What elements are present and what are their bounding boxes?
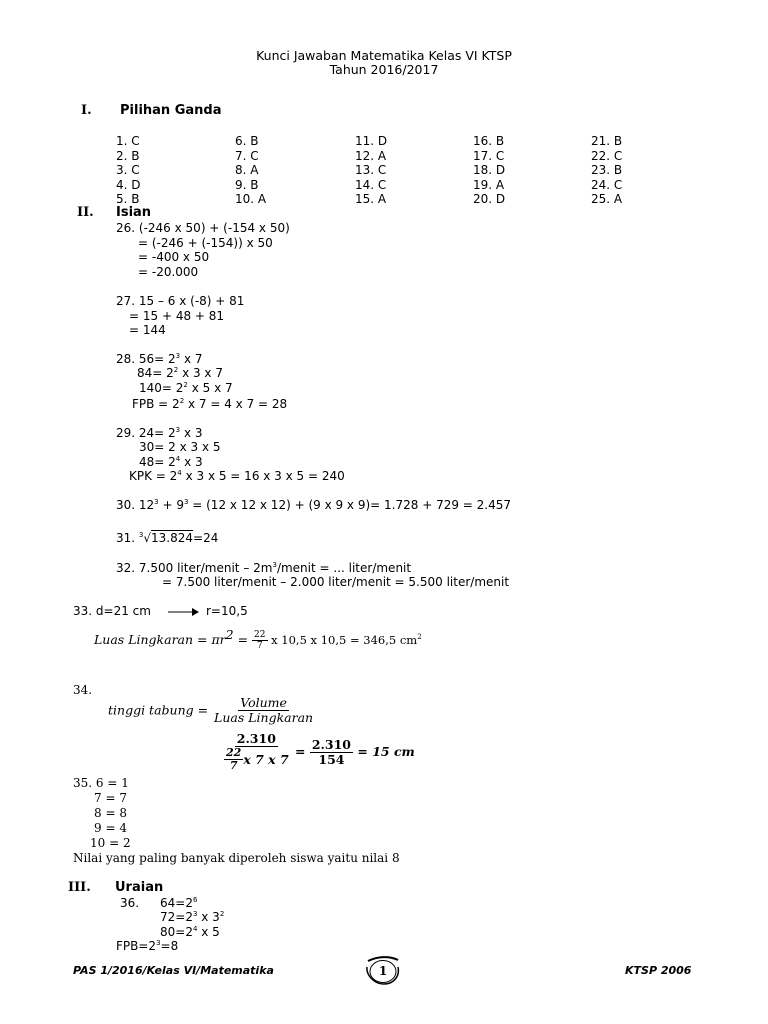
answer-item: 1. C [116,134,140,148]
q35-conclusion: Nilai yang paling banyak diperoleh siswa yaitu nilai 8 [73,851,400,865]
q27-line: = 144 [129,323,166,337]
section-3-number: III. [68,880,91,895]
q28-line: 28. $56= 2^3$ x 7 [116,352,203,366]
document-year: Tahun 2016/2017 [329,62,439,77]
answer-item: 24. C [591,177,623,192]
answer-item: 23. B [591,163,623,177]
q34-number: 34. [73,683,93,697]
answer-item: 21. B [591,134,623,148]
q33-formula: Luas Lingkaran = $\pi r^2$ = $\frac{22}{7}$ x 10,5 x 10,5 = 346,5 $cm^2$ [94,627,422,651]
answer-item: 11. D [355,134,388,148]
q34-formula-1: tinggi tabung = $\frac{\text{Volume}}{\text{Luas Lingkaran}}$ [108,695,314,725]
answer-column-2 [235,134,266,207]
page-number: 1 [378,964,388,978]
answer-item: 5. B [116,192,140,206]
answer-column-5 [591,134,622,207]
answer-item: 8. A [235,163,259,177]
answer-item: 25. A [591,192,623,206]
answer-item: 16. B [473,134,505,148]
q32-line: 32. 7.500 liter/menit – $2m^3$/menit = ... liter/menit [116,561,412,575]
q35-line: 8 = 8 [94,806,127,820]
answer-item: 4. D [116,177,141,192]
answer-item: 17. C [473,148,505,163]
answer-item: 7. C [235,148,259,163]
section-3-title: Uraian [115,880,164,895]
document-title: Kunci Jawaban Matematika Kelas VI KTSP [256,48,512,63]
answer-item: 18. D [473,163,506,177]
q36-number: 36. [120,896,140,910]
q36-line: $72=2^3$ x $3^2$ [160,910,225,924]
answer-column-1 [116,134,141,207]
answer-item: 12. A [355,148,387,163]
answer-item: 20. D [473,192,506,206]
answer-item: 6. B [235,134,259,148]
q28-line: $140= 2^2$ x 5 x 7 [139,381,233,395]
footer-left-text: PAS 1/2016/Kelas VI/Matematika [73,964,274,977]
answer-item: 22. C [591,148,623,163]
arrow-right-icon [168,607,200,617]
answer-item: 19. A [473,177,505,192]
footer-right-text: KTSP 2006 [625,964,692,977]
q33-radius: r=10,5 [206,604,248,618]
q29-line: 30= 2 x 3 x 5 [139,440,221,454]
q30-line: 30. $12^3 + 9^3 = (12$ x 12 x 12) + (9 x 9 x 9)= 1.728 + 729 = 2.457 [116,498,512,512]
q29-kpk: KPK = $2^4$ x 3 x 5 = 16 x 3 x 5 = 240 [129,469,345,483]
q35-line: 10 = 2 [90,836,131,850]
q34-formula-2: 2.310 $\frac{22}{7}$ x 7 x 7 = $\frac{2.310}{154}$ = 15 cm [226,731,415,772]
section-1-title: Pilihan Ganda [120,103,222,118]
q32-line: = 7.500 liter/menit – 2.000 liter/menit = 5.500 liter/menit [162,575,510,589]
q36-fpb: $FPB=2^3=8$ [116,939,179,953]
answer-item: 9. B [235,177,259,192]
section-2-number: II. [77,205,94,220]
q35-line: 9 = 4 [94,821,127,835]
answer-item: 10. A [235,192,267,206]
answer-column-3 [355,134,387,207]
q31-line: 31. $^3$√13.824=24 [116,531,219,545]
answer-item: 2. B [116,148,140,163]
q28-line: $84= 2^2$ x 3 x 7 [137,366,223,380]
answer-item: 13. C [355,163,387,177]
section-1-number: I. [81,103,92,118]
q29-line: $48= 2^4$ x 3 [139,455,203,469]
q36-line: $64=2^6$ [160,896,198,910]
q26-line: = -20.000 [138,265,199,279]
answer-item: 15. A [355,192,387,206]
q29-line: 29. $24= 2^3$ x 3 [116,426,203,440]
q35-line: 7 = 7 [94,791,127,805]
q36-line: $80=2^4$ x 5 [160,925,220,939]
q26-line: = -400 x 50 [138,250,210,264]
answer-column-4 [473,134,505,207]
q33-given: 33. d=21 cm [73,604,151,618]
q26-line: 26. (-246 x 50) + (-154 x 50) [116,221,290,235]
q28-fpb: FPB = $2^2$ x 7 = 4 x 7 = 28 [132,397,288,411]
answer-item: 3. C [116,163,140,177]
q26-line: = (-246 + (-154)) x 50 [138,236,273,250]
q35-line: 35. 6 = 1 [73,776,129,790]
q27-line: 27. 15 – 6 x (-8) + 81 [116,294,245,308]
answer-item: 14. C [355,177,387,192]
q27-line: = 15 + 48 + 81 [129,309,225,323]
section-2-title: Isian [116,205,152,220]
